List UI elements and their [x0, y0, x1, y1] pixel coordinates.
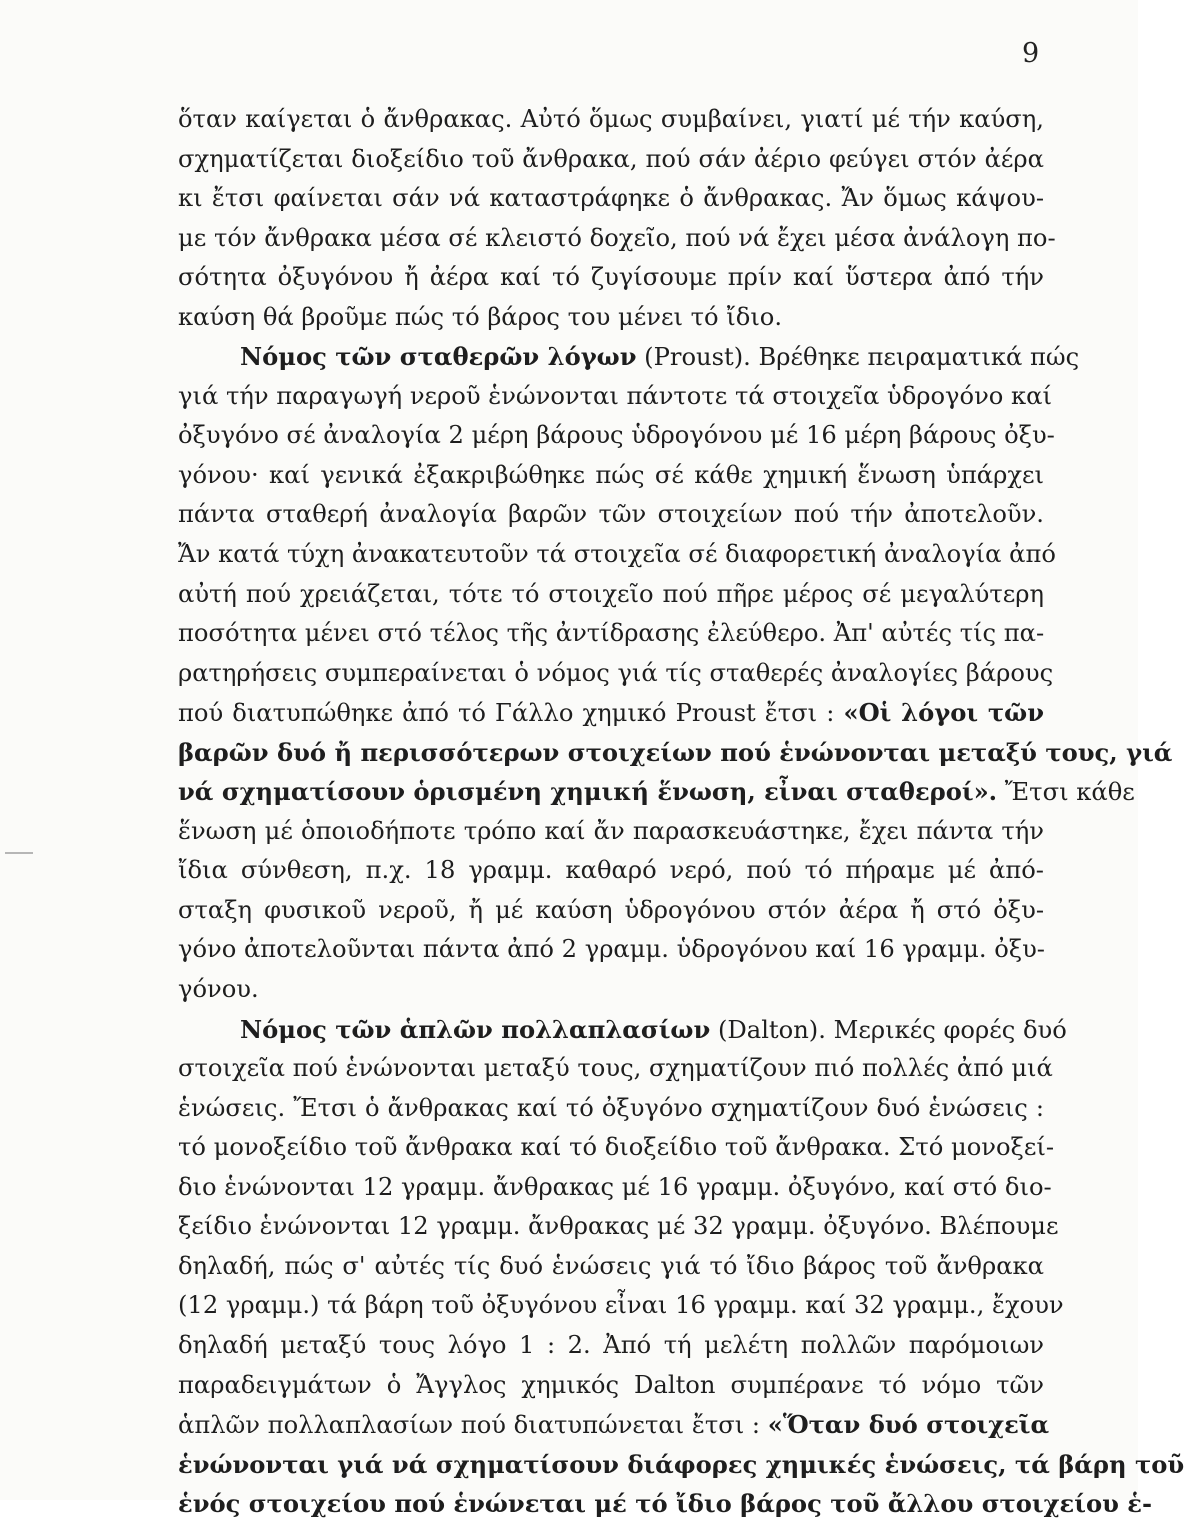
- text-line: [178, 930, 1044, 970]
- text-line: [178, 1207, 1059, 1247]
- text-run: γόνου.: [178, 975, 259, 1004]
- text-line: [178, 1484, 1153, 1524]
- text-line: [178, 416, 1055, 456]
- text-run: ὀξυγόνο σέ ἀναλογία 2 μέρη βάρους ὑδρογόνου μέ 16 μέρη βάρους ὀξυ-: [178, 421, 1055, 450]
- text-run: ὅταν καίγεται ὁ ἄνθρακας. Αὐτό ὅμως συμβαίνει, γιατί μέ τήν καύση,: [178, 105, 1044, 133]
- text-line: [178, 1445, 1184, 1485]
- text-run: Ἔτσι κάθε: [997, 778, 1135, 807]
- text-line: [178, 693, 1044, 733]
- text-run: ἕνωση μέ ὁποιοδήποτε τρόπο καί ἄν παρασκευάστηκε, ἔχει πάντα τήν: [178, 816, 1044, 845]
- text-line: [178, 1326, 1044, 1366]
- text-run: (Dalton). Μερικές φορές δυό: [710, 1015, 1067, 1044]
- text-line: [178, 456, 1044, 496]
- bold-text: Νόμος τῶν σταθερῶν λόγων: [240, 342, 637, 372]
- text-line: [178, 1247, 1044, 1287]
- text-run: γόνου· καί γενικά ἐξακριβώθηκε πώς σέ κάθε χημική ἕνωση ὑπάρχει: [178, 460, 1044, 489]
- paragraph: [178, 337, 1173, 1009]
- text-run: ξείδιο ἑνώνονται 12 γραμμ. ἄνθρακας μέ 32 γραμμ. ὀξυγόνο. Βλέπουμε: [178, 1212, 1059, 1241]
- bold-text: ἑνός στοιχείου πού ἑνώνεται μέ τό ἴδιο βάρος τοῦ ἄλλου στοιχείου ἑ-: [178, 1489, 1153, 1519]
- text-run: τό μονοξείδιο τοῦ ἄνθρακα καί τό διοξείδιο τοῦ ἄνθρακα. Στό μονοξεί-: [178, 1133, 1055, 1162]
- text-run: (Proust). Βρέθηκε πειραματικά πώς: [636, 343, 1080, 372]
- bold-text: ἑνώνονται γιά νά σχηματίσουν διάφορες χημικές ἑνώσεις, τά βάρη τοῦ: [178, 1449, 1184, 1479]
- text-run: πού διατυπώθηκε ἀπό τό Γάλλο χημικό Proust ἔτσι :: [178, 699, 844, 728]
- text-run: γόνο ἀποτελοῦνται πάντα ἀπό 2 γραμμ. ὑδρογόνου καί 16 γραμμ. ὀξυ-: [178, 935, 1045, 964]
- bold-text: Νόμος τῶν ἁπλῶν πολλαπλασίων: [240, 1014, 711, 1044]
- text-run: διο ἑνώνονται 12 γραμμ. ἄνθρακας μέ 16 γραμμ. ὀξυγόνο, καί στό διο-: [178, 1172, 1052, 1201]
- text-line: [178, 1405, 1050, 1445]
- text-line: [178, 1049, 1053, 1089]
- text-line: [178, 812, 1044, 852]
- text-run: στοιχεῖα πού ἑνώνονται μεταξύ τους, σχηματίζουν πιό πολλές ἀπό μιά: [178, 1054, 1053, 1083]
- paragraph: [178, 1010, 1184, 1524]
- text-run: κι ἔτσι φαίνεται σάν νά καταστράφηκε ὁ ἄνθρακας. Ἄν ὅμως κάψου-: [178, 184, 1044, 213]
- text-line: [178, 772, 1135, 812]
- text-line: [178, 614, 1044, 654]
- text-line: [178, 891, 1044, 931]
- text-line: [178, 495, 1044, 535]
- body-text: [178, 100, 1184, 1524]
- text-run: ποσότητα μένει στό τέλος τῆς ἀντίδρασης ἐλεύθερο. Ἀπ' αὐτές τίς πα-: [178, 619, 1045, 648]
- text-line: [178, 654, 1054, 694]
- paragraph: [178, 100, 1056, 337]
- bold-text: βαρῶν δυό ἤ περισσότερων στοιχείων πού ἑνώνονται μεταξύ τους, γιά: [178, 737, 1173, 767]
- text-line: [178, 298, 1044, 338]
- text-run: πάντα σταθερή ἀναλογία βαρῶν τῶν στοιχείων πού τήν ἀποτελοῦν.: [178, 500, 1044, 529]
- text-line: [178, 1128, 1055, 1168]
- text-run: γιά τήν παραγωγή νεροῦ ἑνώνονται πάντοτε τά στοιχεῖα ὑδρογόνο καί: [178, 381, 1052, 410]
- text-run: Ἄν κατά τύχη ἀνακατευτοῦν τά στοιχεῖα σέ διαφορετική ἀναλογία ἀπό: [178, 540, 1056, 569]
- text-line: [178, 1286, 1064, 1326]
- page-number: 9: [1022, 38, 1040, 69]
- text-line: [178, 140, 1044, 180]
- text-line: [178, 970, 1044, 1010]
- text-line: [178, 219, 1056, 259]
- text-run: δηλαδή, πώς σ' αὐτές τίς δυό ἑνώσεις γιά τό ἴδιο βάρος τοῦ ἄνθρακα: [178, 1251, 1044, 1280]
- text-run: ἴδια σύνθεση, π.χ. 18 γραμμ. καθαρό νερό, πού τό πήραμε μέ ἀπό-: [178, 856, 1044, 885]
- text-run: αὐτή πού χρειάζεται, τότε τό στοιχεῖο πού πῆρε μέρος σέ μεγαλύτερη: [178, 579, 1044, 608]
- text-run: ἑνώσεις. Ἔτσι ὁ ἄνθρακας καί τό ὀξυγόνο σχηματίζουν δυό ἑνώσεις :: [178, 1093, 1044, 1122]
- bold-text: νά σχηματίσουν ὁρισμένη χημική ἕνωση, εἶναι σταθεροί».: [178, 777, 998, 807]
- text-run: ἁπλῶν πολλαπλασίων πού διατυπώνεται ἔτσι :: [178, 1411, 768, 1440]
- text-line: [178, 100, 1044, 140]
- text-run: σχηματίζεται διοξείδιο τοῦ ἄνθρακα, πού σάν ἀέριο φεύγει στόν ἀέρα: [178, 144, 1044, 173]
- text-line: [178, 851, 1044, 891]
- text-run: δηλαδή μεταξύ τους λόγο 1 : 2. Ἀπό τή μελέτη πολλῶν παρόμοιων: [178, 1330, 1044, 1359]
- text-line: [178, 377, 1052, 417]
- text-run: (12 γραμμ.) τά βάρη τοῦ ὀξυγόνου εἶναι 16 γραμμ. καί 32 γραμμ., ἔχουν: [178, 1291, 1064, 1320]
- text-line: [178, 258, 1044, 298]
- margin-pencil-mark: [5, 852, 33, 854]
- text-line: [178, 575, 1044, 615]
- text-line: [178, 535, 1056, 575]
- text-run: ρατηρήσεις συμπεραίνεται ὁ νόμος γιά τίς σταθερές ἀναλογίες βάρους: [178, 658, 1054, 687]
- text-line: [178, 1010, 1067, 1050]
- text-line: [178, 179, 1044, 219]
- text-line: [178, 733, 1173, 773]
- text-line: [178, 337, 1080, 377]
- text-run: παραδειγμάτων ὁ Ἄγγλος χημικός Dalton συμπέρανε τό νόμο τῶν: [178, 1370, 1044, 1399]
- text-line: [178, 1366, 1044, 1406]
- text-line: [178, 1089, 1044, 1129]
- text-run: σταξη φυσικοῦ νεροῦ, ἤ μέ καύση ὑδρογόνου στόν ἀέρα ἤ στό ὀξυ-: [178, 895, 1044, 924]
- text-line: [178, 1168, 1052, 1208]
- bold-text: «Ὅταν δυό στοιχεῖα: [767, 1410, 1050, 1440]
- text-run: σότητα ὀξυγόνου ἤ ἀέρα καί τό ζυγίσουμε πρίν καί ὕστερα ἀπό τήν: [178, 263, 1044, 292]
- text-run: με τόν ἄνθρακα μέσα σέ κλειστό δοχεῖο, πού νά ἔχει μέσα ἀνάλογη πο-: [178, 223, 1056, 252]
- bold-text: «Οἱ λόγοι τῶν: [843, 698, 1044, 728]
- text-run: καύση θά βροῦμε πώς τό βάρος του μένει τό ἴδιο.: [178, 302, 783, 331]
